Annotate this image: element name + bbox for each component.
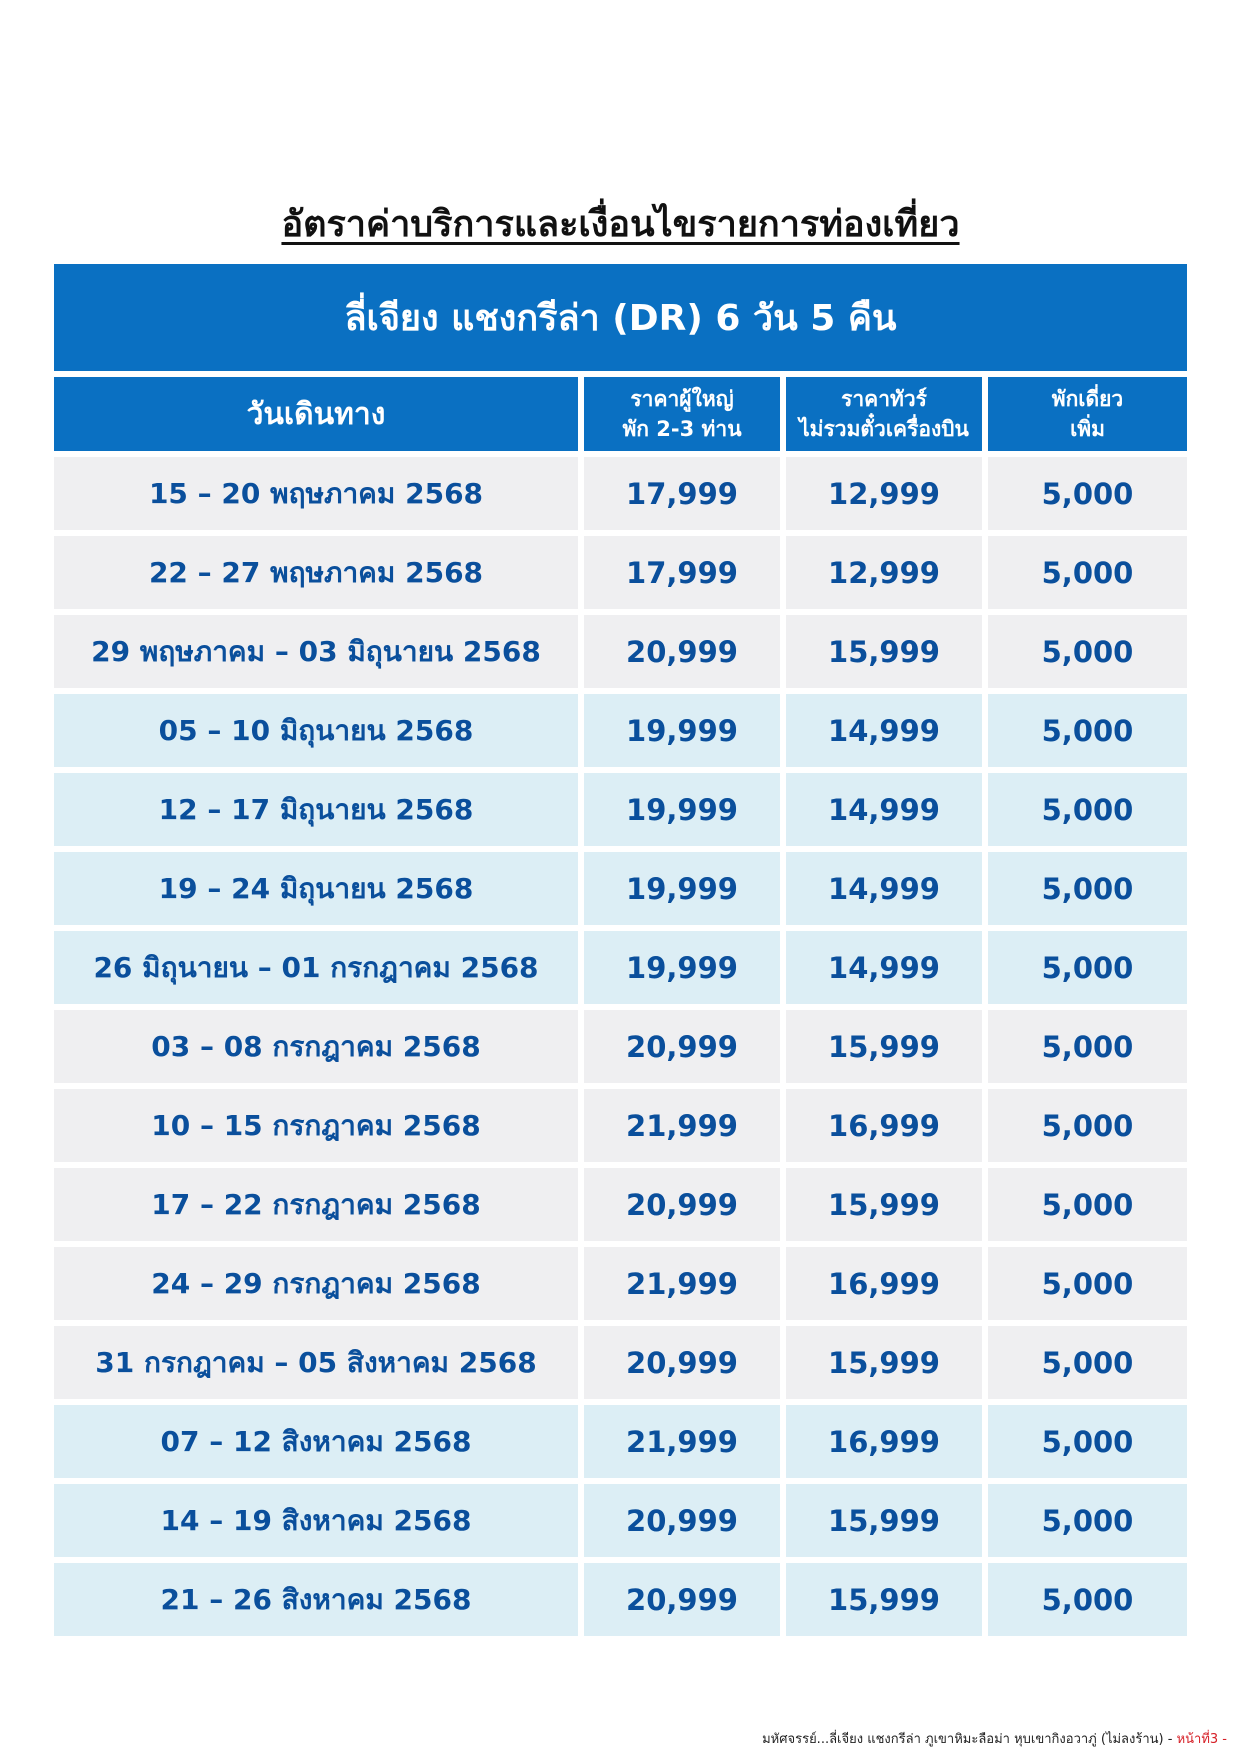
header-adult-price bbox=[584, 377, 780, 451]
date-cell: 17 – 22 กรกฎาคม 2568 bbox=[54, 1168, 578, 1241]
price-table bbox=[54, 377, 1187, 1642]
tour-price-cell: 14,999 bbox=[786, 931, 982, 1004]
header-single-line1: พักเดี่ยว bbox=[1051, 387, 1124, 411]
tour-price-cell: 15,999 bbox=[786, 615, 982, 688]
tour-price-cell: 15,999 bbox=[786, 1326, 982, 1399]
date-cell: 26 มิถุนายน – 01 กรกฎาคม 2568 bbox=[54, 931, 578, 1004]
page-title-text: อัตราค่าบริการและเงื่อนไขรายการท่องเที่ยว bbox=[281, 204, 960, 245]
single-supplement-cell: 5,000 bbox=[988, 1168, 1187, 1241]
table-row bbox=[54, 931, 1187, 1004]
header-date: วันเดินทาง bbox=[54, 377, 578, 451]
header-adult-line2: พัก 2-3 ท่าน bbox=[622, 417, 742, 441]
table-row bbox=[54, 852, 1187, 925]
table-row bbox=[54, 457, 1187, 530]
adult-price-cell: 21,999 bbox=[584, 1089, 780, 1162]
adult-price-cell: 19,999 bbox=[584, 773, 780, 846]
tour-price-cell: 16,999 bbox=[786, 1405, 982, 1478]
adult-price-cell: 17,999 bbox=[584, 536, 780, 609]
single-supplement-cell: 5,000 bbox=[988, 536, 1187, 609]
single-supplement-cell: 5,000 bbox=[988, 615, 1187, 688]
table-row bbox=[54, 1168, 1187, 1241]
single-supplement-cell: 5,000 bbox=[988, 1563, 1187, 1636]
tour-price-cell: 16,999 bbox=[786, 1089, 982, 1162]
header-single-supplement bbox=[988, 377, 1187, 451]
adult-price-cell: 20,999 bbox=[584, 1010, 780, 1083]
date-cell: 12 – 17 มิถุนายน 2568 bbox=[54, 773, 578, 846]
adult-price-cell: 20,999 bbox=[584, 615, 780, 688]
header-tour-line1: ราคาทัวร์ bbox=[841, 387, 927, 411]
date-cell: 03 – 08 กรกฎาคม 2568 bbox=[54, 1010, 578, 1083]
table-row bbox=[54, 536, 1187, 609]
single-supplement-cell: 5,000 bbox=[988, 1484, 1187, 1557]
tour-price-cell: 15,999 bbox=[786, 1563, 982, 1636]
single-supplement-cell: 5,000 bbox=[988, 852, 1187, 925]
date-cell: 22 – 27 พฤษภาคม 2568 bbox=[54, 536, 578, 609]
page-title bbox=[0, 200, 1241, 250]
date-cell: 10 – 15 กรกฎาคม 2568 bbox=[54, 1089, 578, 1162]
tour-price-cell: 15,999 bbox=[786, 1484, 982, 1557]
single-supplement-cell: 5,000 bbox=[988, 1089, 1187, 1162]
table-row bbox=[54, 1010, 1187, 1083]
single-supplement-cell: 5,000 bbox=[988, 773, 1187, 846]
tour-price-cell: 12,999 bbox=[786, 457, 982, 530]
adult-price-cell: 17,999 bbox=[584, 457, 780, 530]
table-row bbox=[54, 1089, 1187, 1162]
header-single-line2: เพิ่ม bbox=[1070, 417, 1105, 441]
adult-price-cell: 20,999 bbox=[584, 1168, 780, 1241]
tour-name-banner: ลี่เจียง แชงกรีล่า (DR) 6 วัน 5 คืน bbox=[54, 264, 1187, 371]
single-supplement-cell: 5,000 bbox=[988, 1405, 1187, 1478]
tour-price-cell: 14,999 bbox=[786, 694, 982, 767]
adult-price-cell: 20,999 bbox=[584, 1484, 780, 1557]
date-cell: 24 – 29 กรกฎาคม 2568 bbox=[54, 1247, 578, 1320]
date-cell: 29 พฤษภาคม – 03 มิถุนายน 2568 bbox=[54, 615, 578, 688]
table-row bbox=[54, 1484, 1187, 1557]
date-cell: 14 – 19 สิงหาคม 2568 bbox=[54, 1484, 578, 1557]
table-row bbox=[54, 1326, 1187, 1399]
date-cell: 31 กรกฎาคม – 05 สิงหาคม 2568 bbox=[54, 1326, 578, 1399]
single-supplement-cell: 5,000 bbox=[988, 931, 1187, 1004]
adult-price-cell: 21,999 bbox=[584, 1247, 780, 1320]
adult-price-cell: 20,999 bbox=[584, 1326, 780, 1399]
tour-price-cell: 12,999 bbox=[786, 536, 982, 609]
single-supplement-cell: 5,000 bbox=[988, 1326, 1187, 1399]
date-cell: 21 – 26 สิงหาคม 2568 bbox=[54, 1563, 578, 1636]
single-supplement-cell: 5,000 bbox=[988, 457, 1187, 530]
table-row bbox=[54, 1563, 1187, 1636]
table-row bbox=[54, 773, 1187, 846]
date-cell: 05 – 10 มิถุนายน 2568 bbox=[54, 694, 578, 767]
tour-price-cell: 15,999 bbox=[786, 1168, 982, 1241]
table-row bbox=[54, 615, 1187, 688]
date-cell: 15 – 20 พฤษภาคม 2568 bbox=[54, 457, 578, 530]
page-footer bbox=[762, 1728, 1227, 1749]
date-cell: 19 – 24 มิถุนายน 2568 bbox=[54, 852, 578, 925]
adult-price-cell: 19,999 bbox=[584, 852, 780, 925]
tour-price-cell: 15,999 bbox=[786, 1010, 982, 1083]
date-cell: 07 – 12 สิงหาคม 2568 bbox=[54, 1405, 578, 1478]
table-row bbox=[54, 1405, 1187, 1478]
table-row bbox=[54, 694, 1187, 767]
tour-price-cell: 14,999 bbox=[786, 773, 982, 846]
header-tour-price bbox=[786, 377, 982, 451]
footer-text: มหัศจรรย์...ลี่เจียง แชงกรีล่า ภูเขาหิมะลือม่า หุบเขากิงอวาภู่ (ไม่ลงร้าน) - bbox=[762, 1732, 1177, 1747]
table-row bbox=[54, 1247, 1187, 1320]
table-header-row bbox=[54, 377, 1187, 451]
adult-price-cell: 20,999 bbox=[584, 1563, 780, 1636]
footer-page-number: หน้าที่3 - bbox=[1176, 1732, 1227, 1747]
adult-price-cell: 21,999 bbox=[584, 1405, 780, 1478]
table-body bbox=[54, 457, 1187, 1636]
tour-price-cell: 14,999 bbox=[786, 852, 982, 925]
single-supplement-cell: 5,000 bbox=[988, 694, 1187, 767]
header-adult-line1: ราคาผู้ใหญ่ bbox=[630, 387, 734, 411]
single-supplement-cell: 5,000 bbox=[988, 1010, 1187, 1083]
tour-price-cell: 16,999 bbox=[786, 1247, 982, 1320]
adult-price-cell: 19,999 bbox=[584, 931, 780, 1004]
single-supplement-cell: 5,000 bbox=[988, 1247, 1187, 1320]
header-tour-line2: ไม่รวมตั๋วเครื่องบิน bbox=[799, 417, 969, 441]
adult-price-cell: 19,999 bbox=[584, 694, 780, 767]
